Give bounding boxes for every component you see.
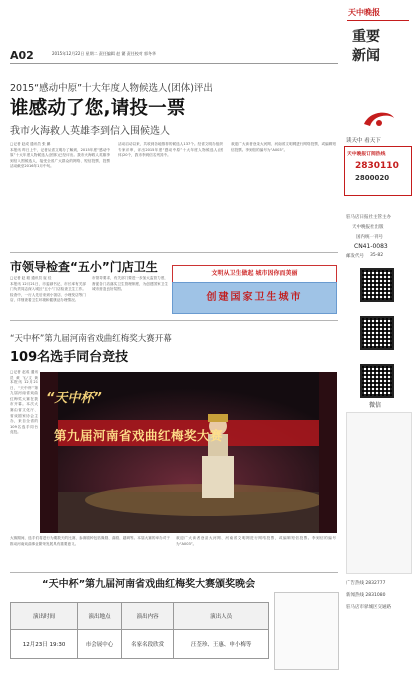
fax-line: 广告热线 2832777 [346, 581, 386, 586]
section-two-body-1: 本报讯 12月21日，市委副书记、市长率有关部门负责同志深入城区“五小”门店检查卫生工作。检查中，一行人先后来到小饭店、小理发店等门店，详细查看卫生环境和健康证办理情况。 [10, 281, 86, 303]
lead-byline: □记者 赵成 通讯员 张 鹏 [10, 142, 51, 146]
lead-column-3 [231, 142, 336, 250]
hotline-line: 新闻热线 2831080 [346, 593, 386, 598]
subscription-phone: 2830110 [355, 161, 399, 171]
civic-banner-text: 文明从卫生做起 城市因你而美丽 [211, 270, 298, 277]
section-three-byline-box [10, 370, 38, 380]
schedule-header-time: 演出时间 [11, 603, 78, 630]
civic-banner-ad [172, 265, 337, 283]
cn-label: 国内统一刊号 [356, 235, 383, 240]
section-three-column-2 [10, 536, 170, 570]
sanitation-slogan-ad [172, 282, 337, 314]
section-two-body-2: 市领导要求，有关部门要进一步加大监管力度，督促各门店落实卫生管理制度，为创建国家卫生城市营造良好氛围。 [92, 276, 168, 292]
subscription-ad [344, 146, 412, 196]
lead-body-2: 活动启动以来，共收到各地推荐的候选人137个。经省文明办组织专家评审，评出2015年度“感动中原”十大年度人物候选人(团体)20个，我市李到信名列其中。 [118, 142, 223, 158]
section-three-column-1 [10, 380, 38, 530]
section-three-body-1: 本报讯 12月21日，“天中杯”第九届河南省戏曲红梅奖大赛在我市开幕。本次大赛由省文化厅、省戏剧家协会主办，来自全省的109名选手同台竞技。 [10, 380, 38, 435]
schedule-performers: 汪荃珍、王惠、申小梅等 [174, 629, 269, 658]
lead-body-3: 欢迎广大读者登录大河网、河南省文明网进行网络投票，或编辑短信投票。李到信的编号为“A003”。 [231, 142, 336, 152]
wechat-label: 微信 [369, 402, 382, 409]
page-number: A02 [10, 49, 34, 62]
swirl-logo-icon [360, 108, 398, 132]
section-label-line-2: 新闻 [352, 48, 380, 64]
schedule-row [11, 629, 269, 658]
schedule-program: 名家名段欣赏 [121, 629, 173, 658]
subscription-mobile: 2800020 [355, 174, 390, 182]
section-three-body-3: 欢迎广大读者登录大河网、河南省文明网进行网络投票，或编辑短信投票。李到信的编号为“A003”。 [176, 536, 336, 546]
photo-banner-title: 第九届河南省戏曲红梅奖大赛 [54, 428, 224, 443]
opera-stage-photo [40, 372, 337, 533]
section-label [352, 28, 380, 66]
sanitation-slogan-text: 创建国家卫生城市 [206, 292, 303, 303]
schedule-title: “天中杯”第九届河南省戏曲红梅奖大赛颁奖晚会 [42, 579, 256, 590]
notice-box [274, 592, 339, 670]
lead-column-2 [118, 142, 223, 250]
address-line: 驻马店市驿城区交通路 [346, 605, 391, 610]
section-two-byline: □记者 赵 聪 通讯员 崔 佳 [10, 276, 52, 280]
schedule-time: 12月23日 19:30 [11, 629, 78, 658]
postal-number: 35-82 [370, 253, 384, 258]
lead-kicker: 2015“感动中原”十大年度人物候选人(团体)评出 [10, 83, 213, 94]
section-three-kicker: “天中杯”第九届河南省戏曲红梅奖大赛开幕 [10, 334, 172, 344]
schedule-venue: 市会展中心 [78, 629, 122, 658]
paper-name-line: 天中晚报社出版 [352, 225, 384, 230]
cn-number: CN41-0083 [354, 243, 388, 250]
tagline: 读天中 看天下 [346, 138, 381, 144]
qr-code-2-icon [360, 316, 394, 350]
section-three-byline: □记者 赵成 通讯员 黄 飞/文 黄 [10, 370, 38, 380]
section-three-title: 109名选手同台竞技 [10, 350, 129, 365]
section-three-body-2: 大赛期间，选手们将进行为期数天的比赛，参赛剧种包括豫剧、曲剧、越调等。本届大赛的举办对于推动河南戏曲事业繁荣发展具有重要意义。 [10, 536, 170, 546]
section-two-title: 市领导检查“五小”门店卫生 [10, 260, 158, 274]
lead-headline: 谁感动了您,请投一票 [10, 98, 186, 119]
section-three-column-3 [176, 536, 336, 570]
lead-body-1: 本报讯 昨日上午，记者从省文明办了解到，2015年度“感动中原”十大年度人物候选人(团体)已经评出。我市火海救人英雄李到信入围候选人，接受全省广大群众的网络、短信投票，投票活动截至2016年1月中旬。 [10, 147, 110, 169]
qr-code-3-icon [360, 364, 394, 398]
qr-code-1-icon [360, 268, 394, 302]
section-rule-1 [10, 252, 338, 253]
logo-rule [347, 20, 409, 21]
lead-column-1 [10, 142, 110, 250]
section-label-line-1: 重要 [352, 29, 380, 45]
schedule-header-venue: 演出地点 [78, 603, 122, 630]
section-rule-3 [10, 572, 338, 573]
schedule-header-program: 演出内容 [121, 603, 173, 630]
weather-box [346, 412, 412, 574]
paper-logo: 天中晚报 [348, 8, 380, 17]
lead-subhead: 我市火海救人英雄李到信入围候选人 [10, 126, 170, 137]
section-rule-2 [10, 320, 338, 321]
schedule-header-performers: 演出人员 [174, 603, 269, 630]
dateline: 2015年12月22日 星期二 责任编辑 赵 繁 责任校对 郭冬华 [52, 51, 156, 56]
publisher-line: 驻马店日报社主管主办 [346, 215, 391, 220]
header-rule [10, 63, 338, 64]
photo-kicker: “天中杯” [46, 391, 102, 406]
postal-label: 邮发代号 [346, 254, 364, 259]
schedule-header-row [11, 603, 269, 630]
subscription-title: 天中晚报订阅热线 [347, 152, 386, 157]
schedule-table [10, 602, 269, 659]
